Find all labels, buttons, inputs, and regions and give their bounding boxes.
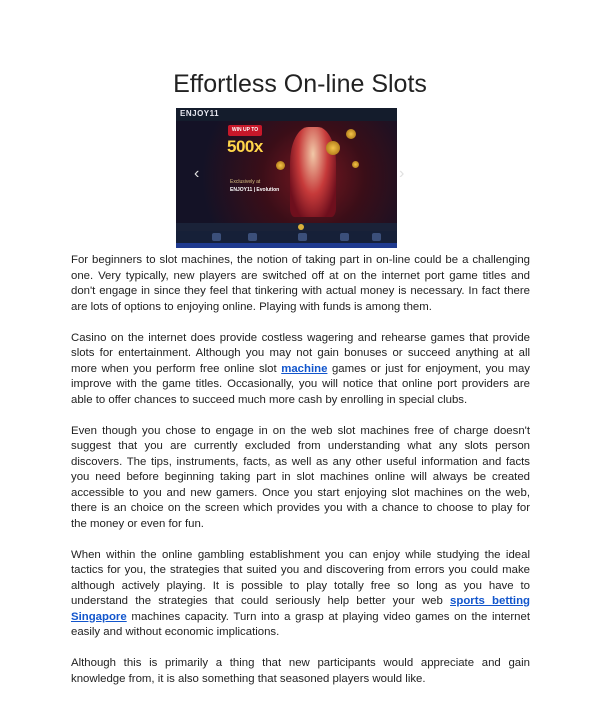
category-icon	[212, 233, 221, 241]
hero-image	[176, 108, 405, 248]
sports-betting-link[interactable]: sports betting Singapore	[71, 595, 530, 623]
page-title: Effortless On-line Slots	[173, 70, 427, 98]
chevron-right-icon: ›	[399, 165, 405, 182]
hero-sub-text: Exclusively at	[230, 179, 261, 185]
paragraph-text: Even though you chose to engage in on the web slot machines free of charge doesn't suggest that you are currently excluded from understanding what any slots person discovers. The tips, instruments, facts, as well as any other useful information and facts you need before beginning taking part in slot machines online will always be created accessible to you and new gamers. Once you start enjoying slot machines on the web, there is an choice on the screen which provides you with a chance to choose to play for the money or even for fun.	[71, 424, 530, 530]
paragraph-text: Casino on the internet does provide costless wagering and rehearse games that provide slots for entertainment. Although you may not gain bonuses or succeed anything at all more when you perform free online slot	[71, 331, 530, 375]
pagination-dot-icon	[298, 224, 304, 230]
hero-presenter	[290, 127, 336, 217]
paragraph-text: For beginners to slot machines, the notion of taking part in on-line could be a challenging one. Very typically, new players are switched off at on the internet port game titles and don't engage in since they feel that tinkering with actual money is necessary. In fact there are lots of options to enjoying online. Playing with funds is among them.	[71, 254, 530, 313]
chip-icon	[276, 161, 285, 170]
chip-icon	[326, 141, 340, 155]
category-icon	[372, 233, 381, 241]
chip-icon	[352, 161, 359, 168]
hero-banner	[176, 121, 405, 223]
hero-category-icons	[176, 231, 397, 243]
hero-brand-text: ENJOY11 | Evolution	[230, 187, 280, 193]
machine-link[interactable]: machine	[281, 362, 328, 375]
category-icon	[340, 233, 349, 241]
hero-pagination	[176, 223, 397, 231]
paragraph-text: Although this is primarily a thing that new participants would appreciate and gain knowledge from, it is also something that seasoned players would like.	[71, 657, 530, 685]
hero-win-badge: WIN UP TO	[228, 125, 262, 136]
hero-logo: ENJOY11	[180, 109, 220, 118]
category-icon	[298, 233, 307, 241]
paragraph-text: games or just for enjoyment, you may improve with the game titles. Occasionally, you will notice that online port providers are able to offer chances to succeed much more cash by enrolling in special clubs.	[71, 362, 531, 406]
article-body	[71, 253, 530, 703]
hero-header	[176, 108, 397, 121]
paragraph	[71, 548, 530, 641]
chip-icon	[346, 129, 356, 139]
paragraph-text: machines capacity. Turn into a grasp at playing video games on the internet easily and without economic implications.	[71, 610, 530, 638]
paragraph	[71, 331, 530, 409]
chevron-left-icon: ‹	[194, 165, 200, 182]
hero-nav-bar	[176, 243, 397, 248]
paragraph-text: When within the online gambling establishment you can enjoy while studying the ideal tactics for you, the strategies that suited you and discovering from errors you could make although actively playing. It is possible to play totally free so long as you have to understand the strategies that could seriously help better your web	[71, 548, 530, 607]
category-icon	[248, 233, 257, 241]
paragraph	[71, 253, 530, 315]
paragraph	[71, 656, 530, 687]
paragraph	[71, 424, 530, 533]
hero-multiplier: 500x	[227, 137, 263, 156]
